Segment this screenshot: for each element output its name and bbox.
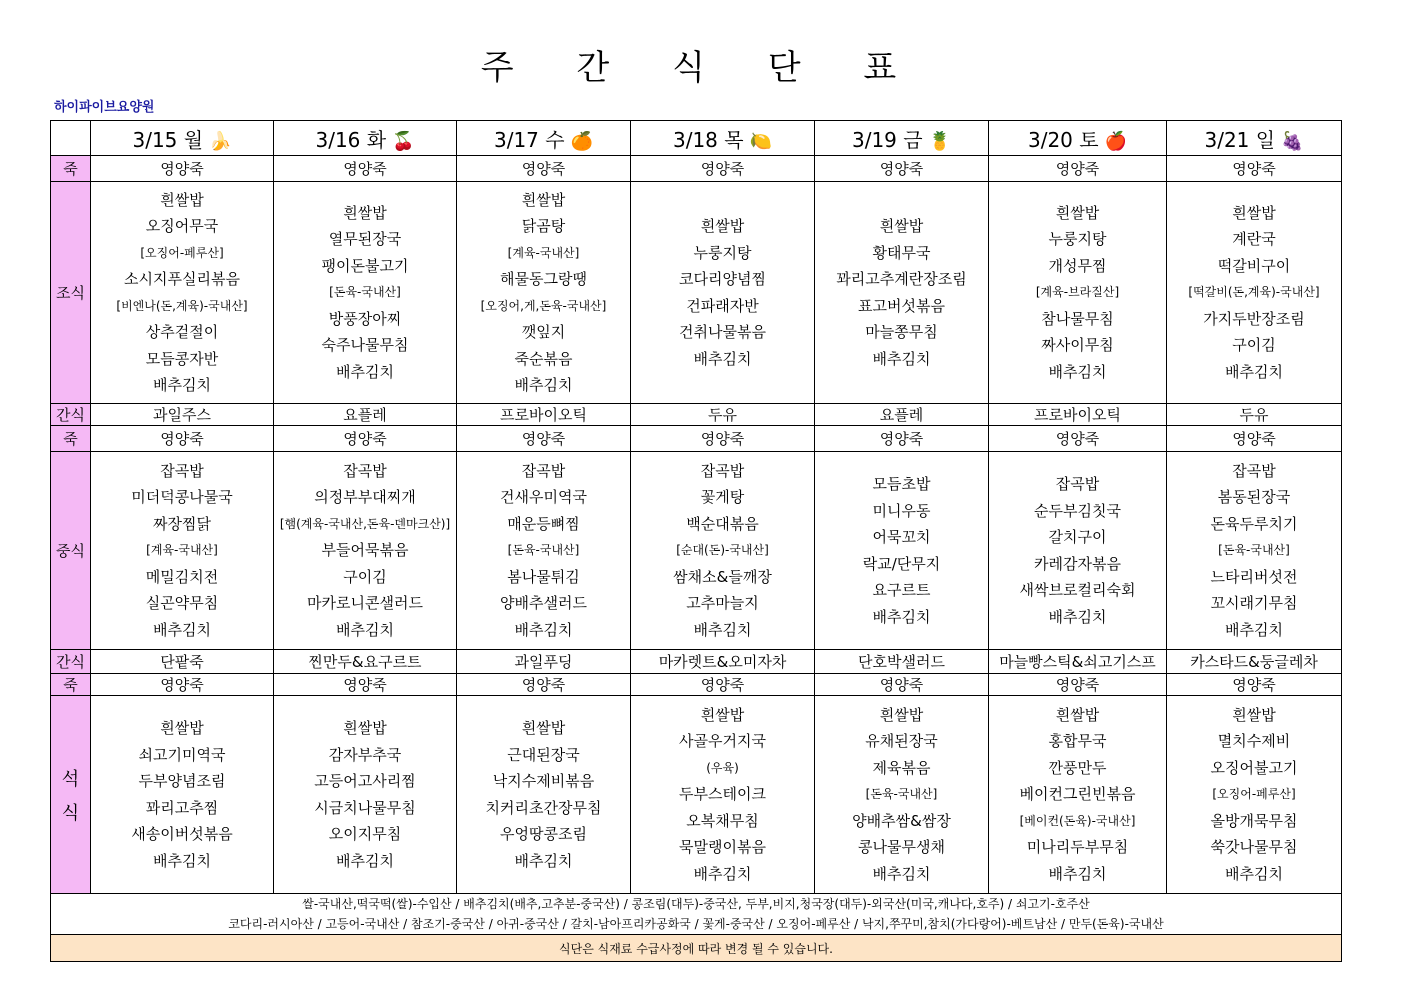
breakfast-row [51, 182, 1342, 404]
menu-item: 구이김 [343, 567, 387, 586]
menu-item: 건새우미역국 [500, 488, 587, 507]
day-header [631, 121, 815, 156]
lunch-row [51, 452, 1342, 650]
meal-cell [91, 696, 274, 894]
menu-item: 영양죽 [815, 674, 989, 696]
row-label: 간식 [51, 404, 91, 426]
menu-item: 배추김치 [872, 864, 931, 883]
menu-item: 배추김치 [1225, 620, 1283, 639]
menu-item: 배추김치 [514, 851, 573, 870]
menu-item: 배추김치 [336, 362, 394, 381]
meal-cell [815, 452, 989, 650]
menu-item: 개성무찜 [1048, 256, 1107, 275]
menu-item: [돈육-국내산] [329, 285, 401, 300]
menu-item: 배추김치 [693, 864, 752, 883]
menu-item: 잡곡밥 [160, 461, 204, 480]
menu-item: 흰쌀밥 [1055, 203, 1100, 222]
menu-item: 황태무국 [872, 243, 931, 262]
menu-item: 영양죽 [815, 426, 989, 452]
menu-item: 영양죽 [1167, 156, 1342, 182]
menu-item: 찐만두&요구르트 [274, 650, 457, 674]
day-label: 3/19 금 [851, 127, 923, 152]
day-label: 3/16 화 [315, 127, 387, 152]
menu-item: 순두부김칫국 [1034, 501, 1121, 520]
day-label: 3/17 수 [493, 127, 565, 152]
menu-item: 쌈채소&들깨장 [673, 567, 772, 586]
menu-item: 두유 [1167, 404, 1342, 426]
menu-item: 배추김치 [153, 620, 211, 639]
meal-cell [989, 452, 1167, 650]
menu-item: 영양죽 [457, 156, 631, 182]
menu-item: 닭곰탕 [521, 217, 566, 235]
menu-item: 짜사이무침 [1041, 336, 1114, 355]
menu-item: 흰쌀밥 [879, 217, 924, 235]
menu-item: 배추김치 [336, 620, 394, 639]
row-label: 죽 [51, 674, 91, 696]
menu-item: 영양죽 [1167, 674, 1342, 696]
menu-item: 어묵꼬치 [872, 528, 931, 546]
menu-item: 영양죽 [457, 426, 631, 452]
menu-item: 상추겉절이 [145, 323, 219, 341]
menu-item: (우육) [706, 760, 739, 775]
menu-item: 잡곡밥 [521, 461, 566, 480]
menu-item: 미나리두부무침 [1026, 838, 1129, 857]
menu-item: 깐풍만두 [1048, 758, 1107, 777]
day-label: 3/20 토 [1027, 127, 1099, 152]
menu-item: 영양죽 [1167, 426, 1342, 452]
menu-item: 배추김치 [153, 851, 211, 870]
menu-item: 깻잎지 [521, 323, 566, 341]
menu-item: [돈육-국내산] [865, 787, 938, 802]
menu-item: [계육-국내산] [507, 245, 580, 260]
row-label [51, 696, 91, 894]
menu-item: 요플레 [815, 404, 989, 426]
menu-item: 모듬콩자반 [145, 349, 219, 368]
menu-item: 봄동된장국 [1217, 488, 1291, 507]
row-label-part: 식 [61, 802, 80, 824]
meal-cell [457, 696, 631, 894]
menu-item: 새송이버섯볶음 [131, 825, 233, 843]
day-header [274, 121, 457, 156]
day-header-row [51, 121, 1342, 156]
menu-item: 누룽지탕 [693, 243, 752, 262]
menu-item: 흰쌀밥 [521, 719, 566, 737]
menu-item: 배추김치 [693, 620, 752, 639]
day-header [815, 121, 989, 156]
menu-item: 영양죽 [631, 674, 815, 696]
footer-note: 식단은 식재료 수급사정에 따라 변경 될 수 있습니다. [51, 935, 1342, 962]
row-label: 중식 [51, 452, 91, 650]
menu-item: 낙지수제비볶음 [492, 772, 595, 790]
menu-item: 영양죽 [631, 426, 815, 452]
row-label: 간식 [51, 650, 91, 674]
meal-cell [815, 182, 989, 404]
menu-item: 해물동그랑땡 [500, 270, 587, 288]
meal-cell [1167, 452, 1342, 650]
row-label: 죽 [51, 156, 91, 182]
meal-cell [274, 452, 457, 650]
menu-item: 짜장찜닭 [153, 514, 211, 533]
menu-item: 흰쌀밥 [700, 217, 745, 235]
meal-cell [1167, 696, 1342, 894]
menu-item: 꼬시래기무침 [1210, 594, 1298, 613]
menu-item: 마카로니콘샐러드 [307, 594, 423, 613]
menu-item: 떡갈비구이 [1217, 256, 1291, 275]
menu-item: 두유 [631, 404, 815, 426]
snack-row [51, 650, 1342, 674]
menu-item: 프로바이오틱 [989, 404, 1167, 426]
menu-item: 잡곡밥 [700, 461, 745, 480]
menu-item: 배추김치 [1048, 864, 1107, 883]
menu-item: 마늘빵스틱&쇠고기스프 [989, 650, 1167, 674]
menu-item: 배추김치 [693, 349, 752, 368]
menu-item: 꽃게탕 [700, 488, 745, 507]
cherry-icon: 🍒 [392, 130, 415, 152]
menu-item: 과일푸딩 [457, 650, 631, 674]
menu-item: 두부양념조림 [138, 772, 226, 790]
menu-item: 카스타드&둥글레차 [1167, 650, 1342, 674]
day-header [989, 121, 1167, 156]
menu-item: [떡갈비(돈,계육)-국내산] [1188, 285, 1320, 300]
menu-item: 실곤약무침 [145, 594, 219, 613]
menu-item: 근대된장국 [507, 745, 580, 764]
menu-item: 우엉땅콩조림 [500, 825, 587, 843]
menu-item: 쇠고기미역국 [138, 745, 226, 764]
menu-item: 영양죽 [989, 156, 1167, 182]
menu-item: 영양죽 [989, 426, 1167, 452]
menu-item: 영양죽 [91, 674, 274, 696]
menu-item: 느타리버섯전 [1210, 567, 1298, 586]
menu-item: [계육-국내산] [146, 543, 218, 558]
menu-item: 봄나물튀김 [507, 567, 580, 586]
porridge-row [51, 156, 1342, 182]
meal-cell [457, 452, 631, 650]
menu-item: 오복채무침 [686, 811, 759, 830]
menu-item: 영양죽 [815, 156, 989, 182]
apple-icon: 🍎 [1104, 130, 1127, 152]
menu-item: 의정부부대찌개 [314, 488, 416, 507]
organization-name: 하이파이브요양원 [54, 100, 155, 115]
menu-item: 흰쌀밥 [700, 705, 745, 724]
orange-icon: 🍊 [570, 130, 593, 152]
meal-cell [457, 182, 631, 404]
row-label-part: 석 [61, 768, 80, 790]
menu-item: [오징어-페루산] [140, 245, 224, 260]
menu-item: 건파래자반 [686, 296, 759, 315]
menu-item: 새싹브로컬리숙회 [1019, 581, 1136, 599]
menu-item: [돈육-국내산] [507, 543, 580, 558]
menu-item: 가지두반장조림 [1203, 309, 1305, 328]
menu-item: [베이컨(돈육)-국내산] [1019, 813, 1136, 828]
menu-item: 잡곡밥 [343, 461, 387, 480]
menu-item: 홍합무국 [1048, 732, 1107, 751]
menu-item: 참나물무침 [1041, 309, 1114, 328]
menu-item: 잡곡밥 [1232, 461, 1276, 480]
menu-item: 배추김치 [514, 376, 573, 394]
menu-item: 건취나물볶음 [679, 323, 766, 341]
menu-item: 영양죽 [274, 426, 457, 452]
lemon-icon: 🍋 [749, 130, 772, 152]
menu-item: 흰쌀밥 [1232, 203, 1276, 222]
menu-item: 돈육두루치기 [1210, 514, 1298, 533]
day-header [457, 121, 631, 156]
menu-item: 미니우동 [872, 501, 931, 520]
menu-item: 부들어묵볶음 [321, 541, 409, 560]
menu-item: [계육-브라질산] [1035, 285, 1120, 300]
menu-item: 오징어불고기 [1210, 758, 1298, 777]
menu-item: 단호박샐러드 [815, 650, 989, 674]
meal-cell [274, 696, 457, 894]
menu-item: 카레감자볶음 [1034, 554, 1121, 573]
menu-item: 멸치수제비 [1217, 732, 1291, 751]
weekly-menu-table [50, 120, 1342, 962]
menu-item: 제육볶음 [872, 758, 931, 777]
menu-item: 마카렛트&오미자차 [631, 650, 815, 674]
menu-item: 배추김치 [1048, 362, 1107, 381]
day-header [91, 121, 274, 156]
menu-item: 치커리초간장무침 [485, 798, 602, 817]
menu-item: 소시지푸실리볶음 [124, 270, 240, 288]
meal-cell [631, 182, 815, 404]
menu-item: 영양죽 [91, 426, 274, 452]
origin-notes [51, 894, 1342, 935]
menu-item: 열무된장국 [328, 230, 402, 249]
meal-cell [91, 452, 274, 650]
menu-item: [오징어,게,돈육-국내산] [480, 298, 607, 313]
menu-item: 영양죽 [274, 674, 457, 696]
menu-item: 배추김치 [514, 620, 573, 639]
menu-item: 고추마늘지 [686, 594, 759, 613]
menu-item: 배추김치 [336, 851, 394, 870]
snack-row [51, 404, 1342, 426]
menu-item: 배추김치 [1048, 607, 1107, 626]
day-label: 3/15 월 [132, 127, 204, 152]
menu-item: 사골우거지국 [679, 732, 766, 751]
menu-item: 두부스테이크 [679, 785, 766, 804]
page-title: 주 간 식 단 표 [480, 48, 923, 88]
menu-item: [비엔나(돈,계육)-국내산] [116, 298, 248, 313]
menu-item: 누룽지탕 [1048, 230, 1107, 249]
menu-item: 과일주스 [91, 404, 274, 426]
menu-item: 묵말랭이볶음 [679, 838, 766, 857]
meal-cell [989, 182, 1167, 404]
menu-item: 고등어고사리찜 [314, 772, 416, 790]
menu-item: 팽이돈불고기 [321, 256, 409, 275]
menu-item: 흰쌀밥 [1232, 705, 1276, 724]
menu-item: 양배추쌈&쌈장 [852, 811, 951, 830]
menu-item: 흰쌀밥 [1055, 705, 1100, 724]
menu-item: 흰쌀밥 [160, 719, 204, 737]
day-label: 3/21 일 [1204, 127, 1276, 152]
menu-item: 영양죽 [274, 156, 457, 182]
menu-item: 표고버섯볶음 [858, 296, 945, 315]
menu-item: 오이지무침 [328, 825, 402, 843]
menu-item: 단팥죽 [91, 650, 274, 674]
menu-item: 프로바이오틱 [457, 404, 631, 426]
menu-item: 방풍장아찌 [328, 309, 402, 328]
menu-item: 베이컨그린빈볶음 [1019, 785, 1136, 804]
menu-item: 양배추샐러드 [500, 594, 587, 613]
menu-item: 숙주나물무침 [321, 336, 409, 355]
menu-item: 요구르트 [872, 581, 931, 599]
menu-item: 꽈리고추찜 [145, 798, 219, 817]
porridge-row [51, 674, 1342, 696]
menu-item: [순대(돈)-국내산] [676, 543, 769, 558]
menu-item: 영양죽 [91, 156, 274, 182]
menu-item: 갈치구이 [1048, 528, 1107, 546]
dinner-row [51, 696, 1342, 894]
origin-line-2: 코다리-러시아산 / 고등어-국내산 / 참조기-중국산 / 아귀-중국산 / 갈치-남아프리카공화국 / 꽃게-중국산 / 오징어-페루산 / 낙지,쭈꾸미,참치(가다랑어)-베트남산 / 만두(돈육)-국내산 [228, 917, 1164, 931]
menu-item: 배추김치 [872, 349, 931, 368]
menu-item: 배추김치 [1225, 864, 1283, 883]
banana-icon: 🍌 [209, 130, 232, 152]
menu-item: 흰쌀밥 [160, 190, 204, 209]
menu-item: [햄(계육-국내산,돈육-덴마크산)] [279, 516, 451, 531]
menu-item: 흰쌀밥 [879, 705, 924, 724]
corner-cell [51, 121, 91, 156]
menu-item: 잡곡밥 [1055, 475, 1100, 493]
menu-item: 흰쌀밥 [521, 190, 566, 209]
menu-item: 흰쌀밥 [343, 719, 387, 737]
menu-item: 올방개묵무침 [1210, 811, 1298, 830]
menu-item: 영양죽 [989, 674, 1167, 696]
meal-cell [631, 452, 815, 650]
pineapple-icon: 🍍 [928, 130, 951, 152]
menu-item: 콩나물무생채 [858, 838, 945, 857]
menu-item: 락교/단무지 [862, 554, 941, 573]
menu-item: 구이김 [1232, 336, 1276, 355]
menu-item: 마늘쫑무침 [865, 323, 938, 341]
grape-icon: 🍇 [1281, 130, 1304, 152]
menu-item: 배추김치 [872, 607, 931, 626]
meal-cell [989, 696, 1167, 894]
day-label: 3/18 목 [672, 127, 744, 152]
menu-item: 요플레 [274, 404, 457, 426]
meal-cell [274, 182, 457, 404]
menu-item: 영양죽 [457, 674, 631, 696]
meal-cell [631, 696, 815, 894]
menu-item: 흰쌀밥 [343, 203, 387, 222]
menu-item: [오징어-페루산] [1212, 787, 1296, 802]
menu-item: 계란국 [1232, 230, 1276, 249]
menu-item: 시금치나물무침 [314, 798, 416, 817]
menu-item: 영양죽 [631, 156, 815, 182]
menu-item: 코다리양념찜 [679, 270, 766, 288]
row-label: 죽 [51, 426, 91, 452]
menu-item: 메밀김치전 [145, 567, 219, 586]
menu-item: 백순대볶음 [686, 514, 759, 533]
menu-item: 미더덕콩나물국 [131, 488, 233, 507]
menu-item: 오징어무국 [145, 217, 219, 235]
meal-cell [91, 182, 274, 404]
menu-item: 배추김치 [1225, 362, 1283, 381]
menu-item: 죽순볶음 [514, 349, 573, 368]
row-label: 조식 [51, 182, 91, 404]
menu-item: 감자부추국 [328, 745, 402, 764]
menu-item: [돈육-국내산] [1218, 543, 1290, 558]
menu-item: 배추김치 [153, 376, 211, 394]
day-header [1167, 121, 1342, 156]
porridge-row [51, 426, 1342, 452]
menu-item: 쑥갓나물무침 [1210, 838, 1298, 857]
menu-item: 매운등뼈찜 [507, 514, 580, 533]
meal-cell [1167, 182, 1342, 404]
menu-item: 모듬초밥 [872, 475, 931, 493]
menu-item: 유채된장국 [865, 732, 938, 751]
menu-item: 꽈리고추계란장조림 [836, 270, 967, 288]
meal-cell [815, 696, 989, 894]
origin-line-1: 쌀-국내산,떡국떡(쌀)-수입산 / 배추김치(배추,고추분-중국산) / 콩조림(대두)-중국산, 두부,비지,청국장(대두)-외국산(미국,캐나다,호주) / 쇠고기-호주산 [302, 897, 1090, 911]
